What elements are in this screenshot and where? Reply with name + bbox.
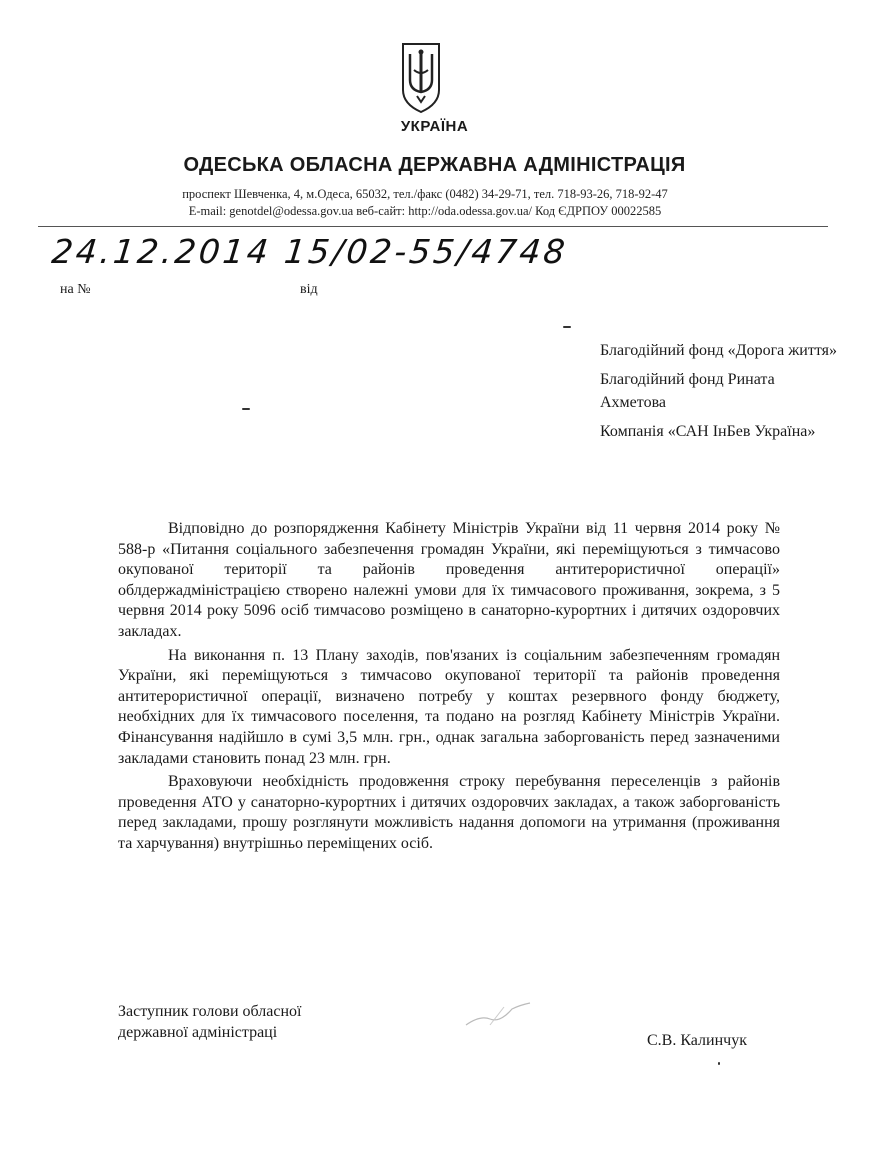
recipients-block [600, 339, 840, 449]
letterhead-contacts [100, 186, 750, 220]
recipient: Компанія «САН ІнБев Україна» [600, 423, 816, 440]
letterhead-divider [38, 226, 828, 227]
address-line: проспект Шевченка, 4, м.Одеса, 65032, тел./факс (0482) 34-29-71, тел. 718-93-26, 718-92-47 [182, 187, 668, 201]
trident-coat-of-arms-icon [397, 40, 445, 114]
signature-title [118, 1001, 301, 1043]
recipient: Благодійний фонд «Дорога життя» [600, 342, 837, 359]
scan-mark [242, 408, 250, 410]
recipient: Благодійний фонд Рината Ахметова [600, 371, 775, 411]
signer-name: С.В. Калинчук [647, 1032, 747, 1049]
body-paragraph: Відповідно до розпорядження Кабінету Міністрів України від 11 червня 2014 року № 588-р «Питання соціального забезпечення громадян України, які переміщуються з тимчасово окупованої території та районів проведення антитерористичної операції» облдержадміністрацією створено належні умови для їх тимчасового проживання, зокрема, з 5 червня 2014 року 5096 осіб тимчасово розміщено в санаторно-курортних і дитячих оздоровчих закладах. [118, 520, 780, 640]
country-heading: УКРАЇНА [400, 118, 469, 135]
body-paragraph: Враховуючи необхідність продовження строку перебування переселенців з районів проведення АТО у санаторно-курортних і дитячих оздоровчих закладах, а також заборгованість перед закладами, прошу розглянути можливість надання допомоги на утримання (проживання та харчування) внутрішньо переміщених осіб. [118, 773, 780, 852]
reference-line [60, 282, 318, 298]
signature-scribble [460, 995, 540, 1035]
body-paragraph: На виконання п. 13 Плану заходів, пов'язаних із соціальним забезпеченням громадян України, які переміщуються з тимчасово окупованої території та районів проведення антитерористичної операції, визначено потребу у коштах резервного фонду бюджету, необхідних для їх тимчасового поселення, та подано на розгляд Кабінету Міністрів України. Фінансування надійшло в сумі 3,5 млн. грн., однак загальна заборгованість перед зазначеними закладами становить понад 23 млн. грн. [118, 646, 780, 767]
letter-body [118, 519, 780, 858]
signature-title-line: Заступник голови обласної [118, 1003, 302, 1020]
scan-mark [563, 326, 571, 328]
na-label: на № [60, 282, 91, 297]
email-website-line: E-mail: genotdel@odessa.gov.ua веб-сайт: http://oda.odessa.gov.ua/ Код ЄДРПОУ 00022585 [188, 204, 662, 218]
scan-mark [718, 1062, 720, 1065]
handwritten-date-number: 24.12.2014 15/02-55/4748 [49, 232, 570, 271]
vid-label: від [300, 282, 318, 297]
organization-heading: ОДЕСЬКА ОБЛАСНА ДЕРЖАВНА АДМІНІСТРАЦІЯ [183, 154, 686, 176]
signature-title-line: державної адміністраці [118, 1024, 278, 1041]
